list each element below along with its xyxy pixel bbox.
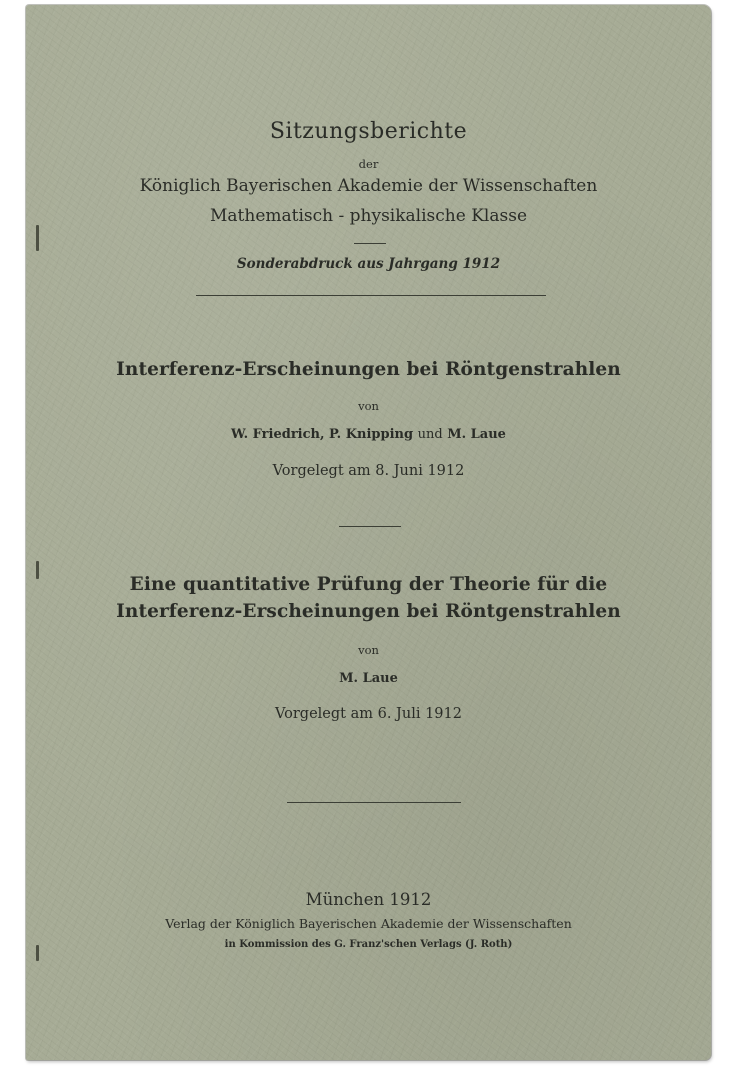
article2-title-line1: Eine quantitative Prüfung der Theorie für die <box>129 574 608 595</box>
article2-title-line2: Interferenz-Erscheinungen bei Röntgenstrahlen <box>116 601 621 622</box>
article2-presented: Vorgelegt am 6. Juli 1912 <box>275 706 462 722</box>
article1-und: und <box>417 427 443 442</box>
imprint-publisher: Verlag der Königlich Bayerischen Akademie der Wissenschaften <box>165 916 572 931</box>
series-der: der <box>358 157 379 171</box>
imprint-divider <box>287 802 461 803</box>
article1-author2: M. Laue <box>447 427 506 442</box>
binding-mark <box>36 225 39 251</box>
academy-name: Königlich Bayerischen Akademie der Wissenschaften <box>139 176 598 196</box>
article1-authors <box>26 427 711 442</box>
article2-von: von <box>358 643 379 657</box>
academy-class: Mathematisch - physikalische Klasse <box>210 206 527 226</box>
short-divider <box>354 243 386 244</box>
article1-presented: Vorgelegt am 8. Juni 1912 <box>272 463 465 479</box>
imprint-commission: in Kommission des G. Franz'schen Verlags (J. Roth) <box>224 939 513 950</box>
series-title: Sitzungsberichte <box>269 119 468 144</box>
pamphlet-cover <box>26 5 711 1060</box>
article2-author: M. Laue <box>339 671 398 686</box>
article1-author1: W. Friedrich, P. Knipping <box>231 427 414 442</box>
imprint-place-year: München 1912 <box>305 890 432 909</box>
offprint-note: Sonderabdruck aus Jahrgang 1912 <box>236 256 501 272</box>
header-divider <box>196 295 546 296</box>
article1-title: Interferenz-Erscheinungen bei Röntgenstrahlen <box>116 359 621 380</box>
article1-von: von <box>358 399 379 413</box>
article-divider <box>339 526 401 527</box>
